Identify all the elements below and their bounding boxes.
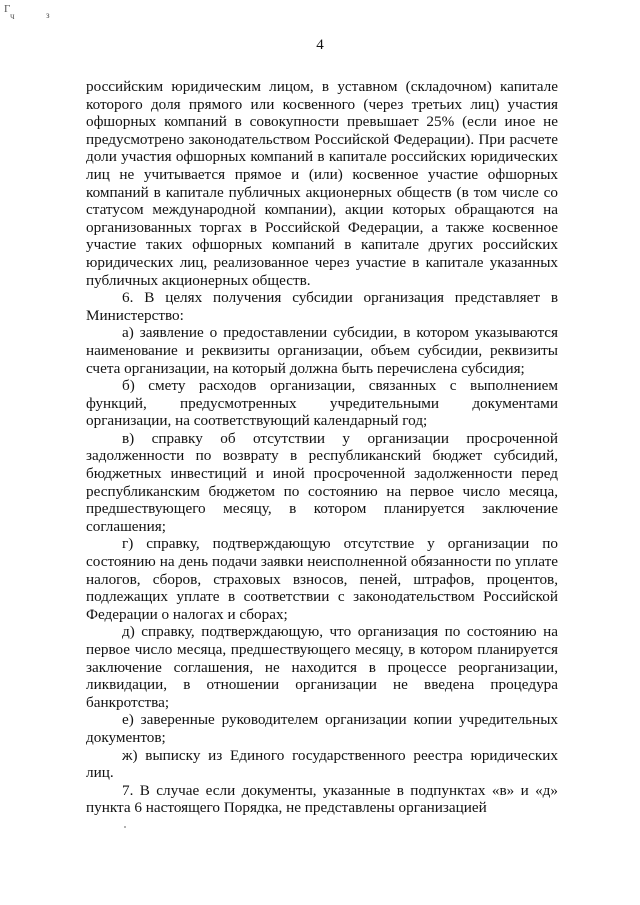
scan-mark: ч xyxy=(10,11,15,21)
subitem-v: в) справку об отсутствии у организации просроченной задолженности по возврату в республиканский бюджет субсидий, бюджетных инвестиций и иной просроченной задолженности перед республиканским бюджетом по состоянию на первое число месяца, предшествующего месяцу, в котором планируется заключение соглашения; xyxy=(86,429,558,535)
scan-mark: з xyxy=(46,10,50,20)
paragraph-item-6: 6. В целях получения субсидии организация представляет в Министерство: xyxy=(86,289,558,324)
subitem-e: е) заверенные руководителем организации копии учредительных документов; xyxy=(86,711,558,746)
subitem-a: а) заявление о предоставлении субсидии, в котором указываются наименование и реквизиты организации, объем субсидии, реквизиты счета организации, на который должна быть перечислена субсидия; xyxy=(86,324,558,377)
document-body xyxy=(86,78,558,817)
scan-mark: Г xyxy=(4,3,11,15)
paragraph-item-7: 7. В случае если документы, указанные в подпунктах «в» и «д» пункта 6 настоящего Порядка, не представлены организацией xyxy=(86,781,558,817)
subitem-zh: ж) выписку из Единого государственного реестра юридических лиц. xyxy=(86,746,558,782)
scan-speck xyxy=(124,826,126,828)
page-number: 4 xyxy=(316,37,324,53)
subitem-d: д) справку, подтверждающую, что организация по состоянию на первое число месяца, предшествующего месяцу, в котором планируется заключение соглашения, не находится в процессе реорганизации, ликвидации, в отношении организации не введена процедура банкротства; xyxy=(86,623,558,711)
subitem-g: г) справку, подтверждающую отсутствие у организации по состоянию на день подачи заявки неисполненной обязанности по уплате налогов, сборов, страховых взносов, пеней, штрафов, процентов, подлежащих уплате в соответствии с законодательством Российской Федерации о налогах и сборах; xyxy=(86,535,558,623)
subitem-b: б) смету расходов организации, связанных с выполнением функций, предусмотренных учредительными документами организации, на соответствующий календарный год; xyxy=(86,377,558,430)
paragraph: российским юридическим лицом, в уставном (складочном) капитале которого доля прямого или косвенного (через третьих лиц) участия офшорных компаний в совокупности превышает 25% (если иное не предусмотрено законодательством Российской Федерации). При расчете доли участия офшорных компаний в капитале российских юридических лиц не учитывается прямое и (или) косвенное участие офшорных компаний в капитале публичных акционерных обществ (в том числе со статусом международной компании), акции которых обращаются на организованных торгах в Российской Федерации, а также косвенное участие таких офшорных компаний в капитале других российских юридических лиц, реализованное через участие в капитале указанных публичных акционерных обществ. xyxy=(86,78,558,289)
